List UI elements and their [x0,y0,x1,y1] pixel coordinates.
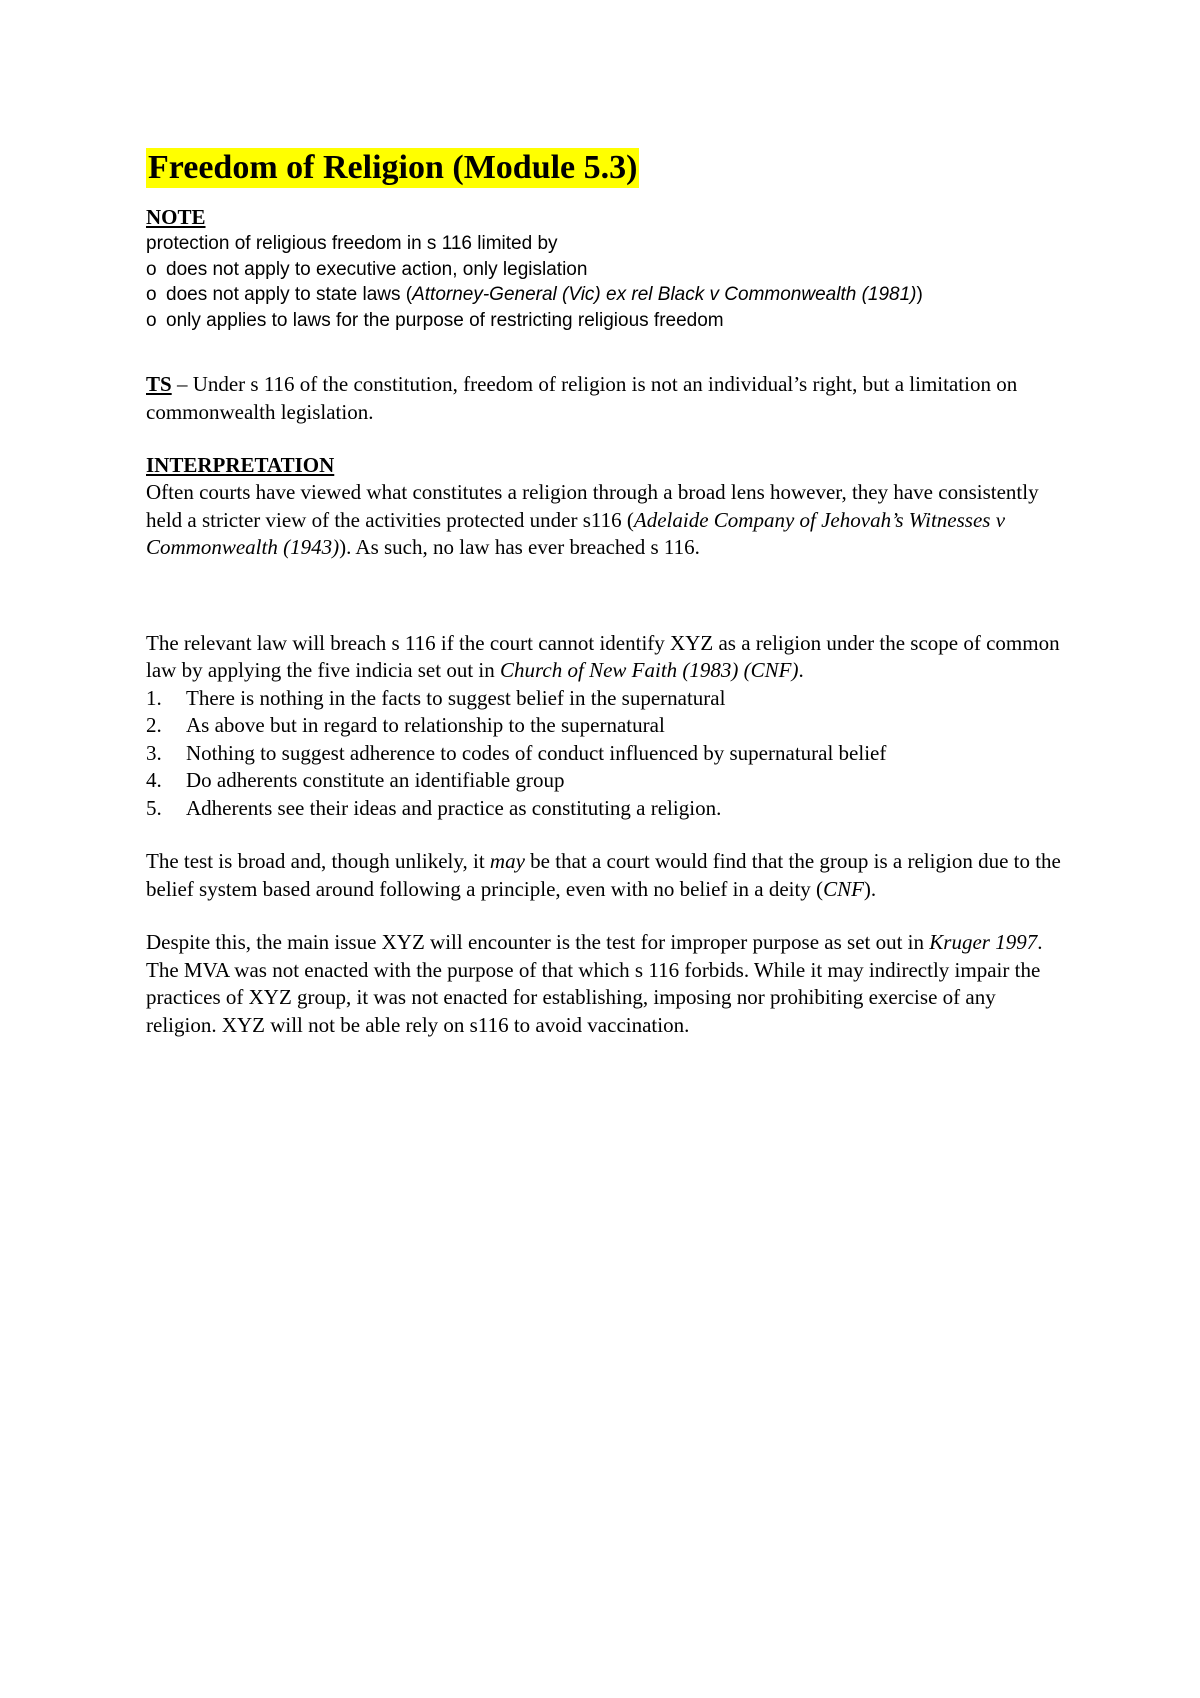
note-bullet-text: does not apply to executive action, only legislation [166,258,588,280]
note-heading: NOTE [146,205,206,229]
interpretation-text: Often courts have viewed what constitutes a religion through a broad lens however, they have consistently held a stricter view of the activities protected under s116 ( [146,480,1039,532]
note-section [146,204,1066,333]
despite-text-end: . The MVA was not enacted with the purpose of that which s 116 forbids. While it may indirectly impair the practices of XYZ group, it was not enacted for establishing, imposing nor prohibiting exercise of any religion. XYZ will not be able rely on s116 to avoid vaccination. [146,930,1043,1037]
test-text: The test is broad and, though unlikely, it [146,849,490,873]
list-item [146,685,1066,713]
relevant-paragraph [146,630,1066,685]
case-citation: Church of New Faith (1983) (CNF) [500,658,799,682]
case-citation: Adelaide Company of Jehovah’s Witnesses v Commonwealth (1943) [146,507,1006,559]
list-item-text: There is nothing in the facts to suggest belief in the supernatural [186,685,726,710]
interpretation-text-end: ). As such, no law has ever breached s 116. [339,535,700,559]
test-text-middle: be that a court would find that the group is a religion due to the belief system based around following a principle, even with no belief in a deity ( [146,849,1061,901]
list-number: 1. [146,685,162,710]
note-bullet-3 [146,308,1066,334]
case-citation: Kruger 1997 [929,930,1038,954]
ts-paragraph [146,371,1066,426]
document-page [146,148,1066,1039]
bullet-icon: o [146,258,157,280]
ts-text: – Under s 116 of the constitution, freedom of religion is not an individual’s right, but a limitation on commonwealth legislation. [146,372,1018,424]
note-bullet-1 [146,257,1066,283]
list-item-text: Nothing to suggest adherence to codes of conduct influenced by supernatural belief [186,740,887,765]
list-item [146,740,1066,768]
relevant-law-section [146,630,1066,823]
relevant-text-end: . [798,658,804,682]
page-title: Freedom of Religion (Module 5.3) [148,149,638,186]
case-citation: Attorney-General (Vic) ex rel Black v Commonwealth (1981) [412,284,917,305]
emphasis: may [489,849,525,873]
despite-text: Despite this, the main issue XYZ will encounter is the test for improper purpose as set out in [146,930,930,954]
bullet-icon: o [146,284,157,305]
list-number: 3. [146,740,162,765]
despite-paragraph [146,929,1066,1039]
list-number: 4. [146,768,162,792]
bullet-icon: o [146,309,157,331]
list-item [146,795,1066,823]
list-number: 5. [146,795,162,820]
indicia-list [146,685,1066,823]
list-item-text: As above but in regard to relationship to the supernatural [186,713,665,737]
list-item-text: Adherents see their ideas and practice as constituting a religion. [186,795,722,820]
test-text-end: ). [863,876,877,901]
list-item [146,767,1066,795]
ts-label: TS [146,372,172,396]
note-bullet-text: does not apply to state laws ( [166,284,413,305]
note-bullet-2: o does not apply to state laws (Attorney-General (Vic) ex rel Black v Commonwealth (1981)) [146,282,1066,308]
interpretation-section [146,452,1066,562]
interpretation-paragraph [146,479,1066,562]
relevant-text: The relevant law will breach s 116 if the court cannot identify XYZ as a religion under the scope of common law by applying the five indicia set out in [146,630,1060,682]
case-citation: CNF [823,876,864,901]
note-bullet-text: only applies to laws for the purpose of restricting religious freedom [166,309,724,331]
interpretation-heading: INTERPRETATION [146,453,335,477]
list-item-text: Do adherents constitute an identifiable group [186,768,565,792]
test-paragraph [146,848,1066,903]
list-number: 2. [146,713,162,737]
note-intro: protection of religious freedom in s 116 limited by [146,233,558,254]
list-item [146,712,1066,740]
